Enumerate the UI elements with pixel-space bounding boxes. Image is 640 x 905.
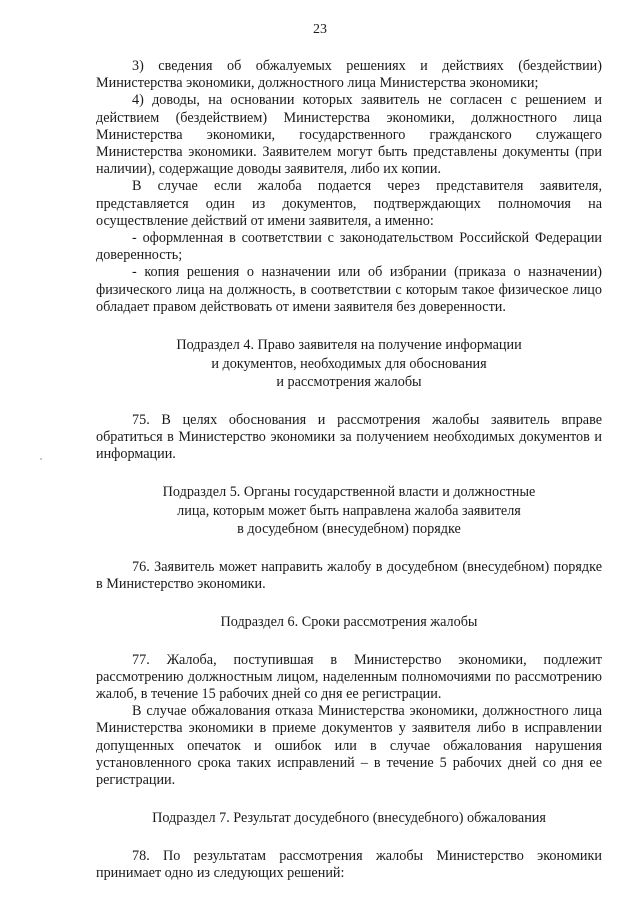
paragraph: 77. Жалоба, поступившая в Министерство экономики, подлежит рассмотрению должностным лицом, наделенным полномочиями по рассмотрению жалоб, в течение 15 рабочих дней со дня ее регистрации. — [96, 651, 602, 702]
heading-line: и рассмотрения жалобы — [276, 374, 422, 391]
page-number: 23 — [313, 22, 327, 37]
paragraph: В случае если жалоба подается через представителя заявителя, представляется один из документов, подтверждающих полномочия на осуществление действий от имени заявителя, а именно: — [96, 178, 602, 229]
subsection-heading — [96, 336, 602, 392]
heading-line: лица, которым может быть направлена жалоба заявителя — [177, 502, 521, 519]
page-content — [96, 58, 602, 882]
paragraph: - оформленная в соответствии с законодательством Российской Федерации доверенность; — [96, 230, 602, 264]
paragraph: 4) доводы, на основании которых заявитель не согласен с решением и действием (бездействием) Министерства экономики, должностного лица Министерства экономики, государственного гражданского служащего Министерства экономики. Заявителем могут быть представлены документы (при наличии), содержащие доводы заявителя, либо их копии. — [96, 92, 602, 178]
subsection-heading — [96, 613, 602, 632]
subsection-heading — [96, 809, 602, 828]
paragraph: 76. Заявитель может направить жалобу в досудебном (внесудебном) порядке в Министерство экономики. — [96, 558, 602, 592]
scan-speck — [40, 458, 42, 460]
paragraph: В случае обжалования отказа Министерства экономики, должностного лица Министерства экономики в приеме документов у заявителя либо в исправлении допущенных опечаток и ошибок или в случае обжалования нарушения установленного срока таких исправлений – в течение 5 рабочих дней со дня ее регистрации. — [96, 703, 602, 788]
heading-line: в досудебном (внесудебном) порядке — [237, 521, 461, 538]
subsection-7 — [96, 809, 602, 882]
heading-line: Подраздел 4. Право заявителя на получение информации — [176, 337, 522, 354]
heading-line: Подраздел 6. Сроки рассмотрения жалобы — [220, 614, 478, 631]
heading-line: Подраздел 7. Результат досудебного (внесудебного) обжалования — [152, 810, 546, 827]
paragraph: - копия решения о назначении или об избрании (приказа о назначении) физического лица на должность, в соответствии с которым такое физическое лицо обладает правом действовать от имени заявителя без доверенности. — [96, 264, 602, 315]
paragraph: 78. По результатам рассмотрения жалобы Министерство экономики принимает одно из следующих решений: — [96, 847, 602, 881]
paragraph: 3) сведения об обжалуемых решениях и действиях (бездействии) Министерства экономики, должностного лица Министерства экономики; — [96, 58, 602, 92]
paragraph: 75. В целях обоснования и рассмотрения жалобы заявитель вправе обратиться в Министерство экономики за получением необходимых документов и информации. — [96, 411, 602, 462]
subsection-6 — [96, 613, 602, 789]
heading-line: и документов, необходимых для обоснования — [211, 355, 487, 372]
subsection-heading — [96, 483, 602, 539]
subsection-4 — [96, 336, 602, 463]
subsection-5 — [96, 483, 602, 593]
complaint-contents-list — [96, 58, 602, 316]
heading-line: Подраздел 5. Органы государственной власти и должностные — [162, 484, 536, 501]
